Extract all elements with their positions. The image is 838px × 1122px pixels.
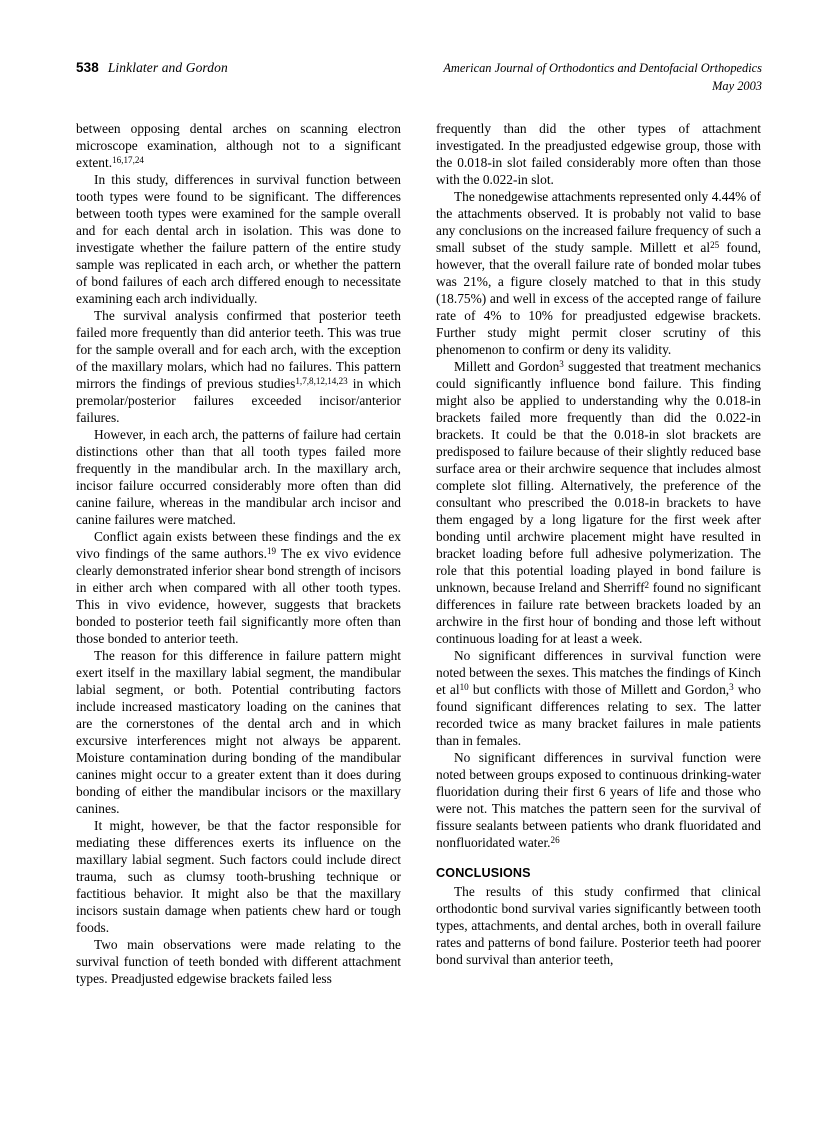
reference-superscript: 19 [266,546,277,557]
body-paragraph: However, in each arch, the patterns of failure had certain distinctions other than that all tooth types failed more frequently in the mandibular arch. In the maxillary arch, incisor failure occurred considerably more often than did canine failure, whereas in the mandibular arch incisor and canine failures were matched. [76,427,401,527]
right-column [436,120,761,987]
body-paragraph: The results of this study confirmed that clinical orthodontic bond survival varies significantly between tooth types, attachments, and dental arches, both in overall failure rates and patterns of bond failure. Posterior teeth had poorer bond survival than anterior teeth, [436,884,761,967]
reference-superscript: 25 [710,240,720,251]
body-columns [76,120,762,987]
issue-date: May 2003 [712,78,762,93]
running-head-right [443,60,762,95]
body-paragraph: Two main observations were made relating to the survival function of teeth bonded with different attachment types. Preadjusted edgewise brackets failed less [76,937,401,986]
body-paragraph: The reason for this difference in failure pattern might exert itself in the maxillary labial segment, the mandibular labial segment, or both. Potential contributing factors include increased masticatory loading on the canines that are the cornerstones of the dental arch and in which excursive interferences might not always be apparent. Moisture contamination during bonding of the mandibular canines might occur to a greater extent than it does during bonding of either the mandibular incisors or the maxillary canines. [76,648,401,816]
running-head [76,60,762,106]
body-paragraph: No significant differences in survival function were noted between groups exposed to continuous drinking-water fluoridation during their first 6 years of life and those who were not. This matches the pattern seen for the survival of fissure sealants between patients who drank fluoridated and nonfluoridated water.$^{26}$ [436,750,761,850]
reference-superscript: 10 [459,682,469,693]
body-paragraph: Conflict again exists between these findings and the ex vivo findings of the same authors.$^{19}$ The ex vivo evidence clearly demonstrated inferior shear bond strength of incisors in either arch when compared with all other tooth types. This in vivo evidence, however, suggests that brackets bonded to posterior teeth fail significantly more often than those bonded to anterior teeth. [76,529,401,646]
running-head-authors: Linklater and Gordon [107,60,228,75]
body-paragraph: Millett and Gordon$^3$ suggested that treatment mechanics could significantly influence bond failure. This finding might also be applied to understanding why the 0.018-in brackets failed more frequently than did the 0.022-in brackets. It could be that the 0.018-in slot brackets are predisposed to failure because of their slightly reduced base surface area or their archwire sequence that includes almost complete slot filling. Alternatively, the preference of the consultant who prescribed the 0.018-in brackets to have them engaged by a long ligature for the first week after bonding until archwire placement might have resulted in bracket loading before full adhesive polymerization. The role that this potential loading played in bond failure is unknown, because Ireland and Sherriff$^2$ found no significant differences in failure rate between brackets loaded by an archwire in the first hour of bonding and those left without continuous loading for at least a week. [436,359,762,646]
page-number: 538 [76,60,99,75]
body-paragraph: It might, however, be that the factor responsible for mediating these differences exerts its influence on the maxillary labial segment. Such factors could include direct trauma, such as clumsy tooth-brushing technique or factitious behavior. It might also be that the maxillary incisors sustain damage when patients chew hard or tough foods. [76,818,401,935]
body-paragraph: The nonedgewise attachments represented only 4.44% of the attachments observed. It is probably not valid to base any conclusions on the increased failure frequency of such a small subset of the study sample. Millett et $al^{25}$ found, however, that the overall failure rate of bonded molar tubes was 21%, a figure closely matched to that in this study (18.75%) and well in excess of the accepted range of failure rate of 4% to 10% for preadjusted edgewise brackets. Further study might permit closer scrutiny of this phenomenon to confirm or deny its validity. [436,189,762,357]
journal-title: American Journal of Orthodontics and Dentofacial Orthopedics [443,61,762,75]
body-paragraph: between opposing dental arches on scanning electron microscope examination, although not to a significant extent.$^{16,17,24}$ [76,121,401,170]
reference-superscript: 16,17,24 [112,155,144,166]
body-paragraph: The survival analysis confirmed that posterior teeth failed more frequently than did anterior teeth. This was true for the sample overall and for each arch, with the exception of the maxillary molars, which had no failures. This pattern mirrors the findings of previous studies$^{1,7,8,12,14,23}$ in which premolar/posterior failures exceeded incisor/anterior failures. [76,308,401,425]
left-column [76,120,401,987]
section-heading-conclusions: CONCLUSIONS [436,866,531,880]
body-paragraph: frequently than did the other types of attachment investigated. In the preadjusted edgewise group, those with the 0.018-in slot failed considerably more often than those with the 0.022-in slot. [436,121,761,187]
body-paragraph: No significant differences in survival function were noted between the sexes. This matches the findings of Kinch et $al^{10}$ but conflicts with those of Millett and Gordon,$^3$ who found significant differences relating to sex. The latter recorded twice as many bracket failures in male patients than in females. [436,648,761,748]
reference-superscript: 2 [644,580,650,591]
body-paragraph: In this study, differences in survival function between tooth types were found to be significant. The differences between tooth types were examined for the sample overall and for each dental arch in isolation. This was done to investigate whether the failure pattern of the entire study sample was replicated in each arch, or whether the pattern of bond failures of each arch differed enough to necessitate examining each arch individually. [76,172,401,306]
running-head-left [76,60,228,76]
reference-superscript: 1,7,8,12,14,23 [295,376,348,387]
reference-superscript: 3 [559,359,564,370]
reference-superscript: 26 [550,835,560,846]
reference-superscript: 3 [729,682,734,693]
